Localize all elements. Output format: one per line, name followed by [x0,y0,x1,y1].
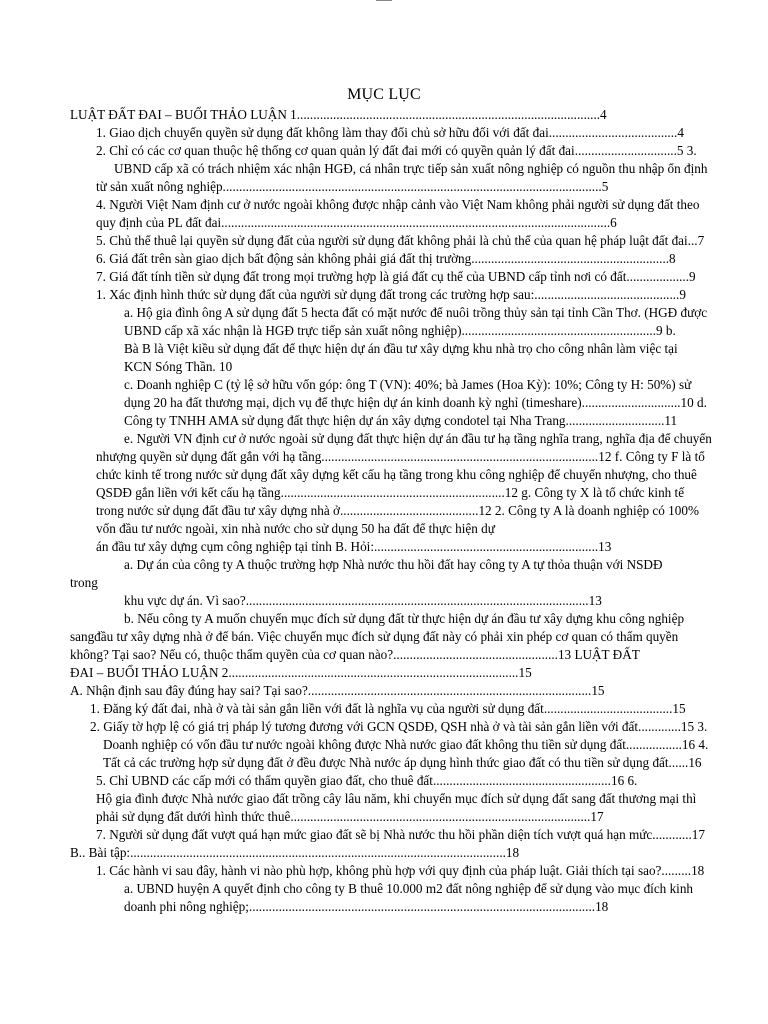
toc-line: 5. Chỉ UBND các cấp mới có thẩm quyền giao đất, cho thuê đất......................................................16 6. [96,773,638,788]
toc-line: e. Người VN định cư ở nước ngoài sử dụng đất thực hiện dự án đầu tư hạ tầng nghĩa trang, nghĩa địa để chuyển [124,431,712,446]
toc-line: phải sử dụng đất dưới hình thức thuê...........................................................................................17 [96,809,604,824]
toc-line: ĐAI – BUỔI THẢO LUẬN 2........................................................................................15 [70,665,532,680]
toc-line: 4. Người Việt Nam định cư ở nước ngoài không được nhập cảnh vào Việt Nam không phải người sử dụng đất theo [96,197,700,212]
toc-line: chức kinh tế trong nước sử dụng đất xây dựng kết cấu hạ tầng trong khu công nghiệp để chuyển nhượng, cho thuê [96,467,697,482]
toc-line: a. UBND huyện A quyết định cho công ty B thuê 10.000 m2 đất nông nghiệp để sử dụng vào mục đích kinh [124,881,694,896]
toc-line: trong [70,575,98,590]
toc-line: dụng 20 ha đất thương mại, dịch vụ để thực hiện dự án kinh doanh kỳ nghỉ (timeshare)..............................10 d. [124,395,707,410]
toc-line: 7. Người sử dụng đất vượt quá hạn mức giao đất sẽ bị Nhà nước thu hồi phần diện tích vượt quá hạn mức............17 [96,827,705,842]
toc-line: doanh phi nông nghiệp;.........................................................................................................18 [124,899,609,914]
toc-line: UBND cấp xã có trách nhiệm xác nhận HGĐ, cá nhân trực tiếp sản xuất nông nghiệp có nguồn thu nhập ổn định [114,161,708,176]
toc-line: Tất cả các trường hợp sử dụng đất ở đều được Nhà nước áp dụng hình thức giao đất có thu tiền sử dụng đất......16 [103,755,702,770]
toc-line: sangđầu tư xây dựng nhà ở để bán. Việc chuyển mục đích sử dụng đất này có phải xin phép cơ quan có thẩm quyền [70,629,679,644]
toc-line: 2. Giấy tờ hợp lệ có giá trị pháp lý tương đương với GCN QSDĐ, QSH nhà ở và tài sản gắn liền với đất.............15 3. [90,719,708,734]
toc-line: quy định của PL đất đai......................................................................................................................6 [96,215,617,230]
toc-line: c. Doanh nghiệp C (tỷ lệ sở hữu vốn góp: ông T (VN): 40%; bà James (Hoa Kỳ): 10%; Công ty H: 50%) sử [124,377,692,392]
toc-line: 1. Các hành vi sau đây, hành vi nào phù hợp, không phù hợp với quy định của pháp luật. Giải thích tại sao?.........18 [96,863,705,878]
toc-line: Bà B là Việt kiều sử dụng đất để thực hiện dự án đầu tư xây dựng khu nhà trọ cho công nhân làm việc tại [124,341,678,356]
toc-line: KCN Sóng Thần. 10 [124,359,233,374]
toc-line: a. Hộ gia đình ông A sử dụng đất 5 hecta đất có mặt nước để nuôi trồng thủy sản tại tỉnh Cần Thơ. (HGĐ được [124,305,708,320]
toc-line: UBND cấp xã xác nhận là HGĐ trực tiếp sản xuất nông nghiệp)...........................................................9 b. [124,323,676,338]
toc-line: 5. Chủ thể thuê lại quyền sử dụng đất của người sử dụng đất không phải là chủ thể của quan hệ pháp luật đất đai...7 [96,233,705,248]
toc-line: vốn đầu tư nước ngoài, xin nhà nước cho sử dụng 50 ha đất để thực hiện dự [96,521,495,536]
toc-line: Hộ gia đình được Nhà nước giao đất trồng cây lâu năm, khi chuyển mục đích sử dụng đất sang đất thương mại thì [96,791,697,806]
toc-line: 1. Xác định hình thức sử dụng đất của người sử dụng đất trong các trường hợp sau:............................................9 [96,287,686,302]
toc-line: b. Nếu công ty A muốn chuyển mục đích sử dụng đất từ thực hiện dự án đầu tư xây dựng khu công nghiệp [124,611,685,626]
header-mark [376,0,392,4]
toc-line: LUẬT ĐẤT ĐAI – BUỔI THẢO LUẬN 1............................................................................................4 [70,107,607,122]
toc-line: 1. Đăng ký đất đai, nhà ở và tài sản gắn liền với đất là nghĩa vụ của người sử dụng đất.......................................15 [90,701,686,716]
toc-line: án đầu tư xây dựng cụm công nghiệp tại tỉnh B. Hỏi:....................................................................13 [96,539,612,554]
toc-line: 7. Giá đất tính tiền sử dụng đất trong mọi trường hợp là giá đất cụ thể của UBND cấp tỉnh nơi có đất...................9 [96,269,696,284]
toc-line: B.. Bài tập:..................................................................................................................18 [70,845,520,860]
toc-line: 1. Giao dịch chuyển quyền sử dụng đất không làm thay đổi chủ sở hữu đối với đất đai.......................................4 [96,125,684,140]
toc-line: từ sản xuất nông nghiệp...................................................................................................................5 [96,179,609,194]
toc-line: QSDĐ gắn liền với kết cấu hạ tầng....................................................................12 g. Công ty X là tổ chức kinh tế [96,485,685,500]
toc-line: nhượng quyền sử dụng đất gắn với hạ tầng....................................................................................12 f. Công ty F là tổ [96,449,705,464]
toc-line: 2. Chỉ có các cơ quan thuộc hệ thống cơ quan quản lý đất đai mới có quyền quản lý đất đai...............................5 3. [96,143,697,158]
toc-line: 6. Giá đất trên sàn giao dịch bất động sản không phải giá đất thị trường............................................................8 [96,251,676,266]
toc-line: A. Nhận định sau đây đúng hay sai? Tại sao?......................................................................................15 [70,683,605,698]
toc-line: không? Tại sao? Nếu có, thuộc thẩm quyền của cơ quan nào?..................................................13 LUẬT ĐẤT [70,647,640,662]
toc-line: khu vực dự án. Vì sao?........................................................................................................13 [124,593,602,608]
toc-line: a. Dự án của công ty A thuộc trường hợp Nhà nước thu hồi đất hay công ty A tự thỏa thuận với NSDĐ [124,557,663,572]
toc-line: Công ty TNHH AMA sử dụng đất thực hiện dự án xây dựng condotel tại Nha Trang..............................11 [124,413,678,428]
toc-line: trong nước sử dụng đất đầu tư xây dựng nhà ở..........................................12 2. Công ty A là doanh nghiệp có 100% [96,503,699,518]
toc-line: Doanh nghiệp có vốn đầu tư nước ngoài không được Nhà nước giao đất không thu tiền sử dụng đất.................16 4. [103,737,709,752]
toc-title: MỤC LỤC [347,86,421,103]
